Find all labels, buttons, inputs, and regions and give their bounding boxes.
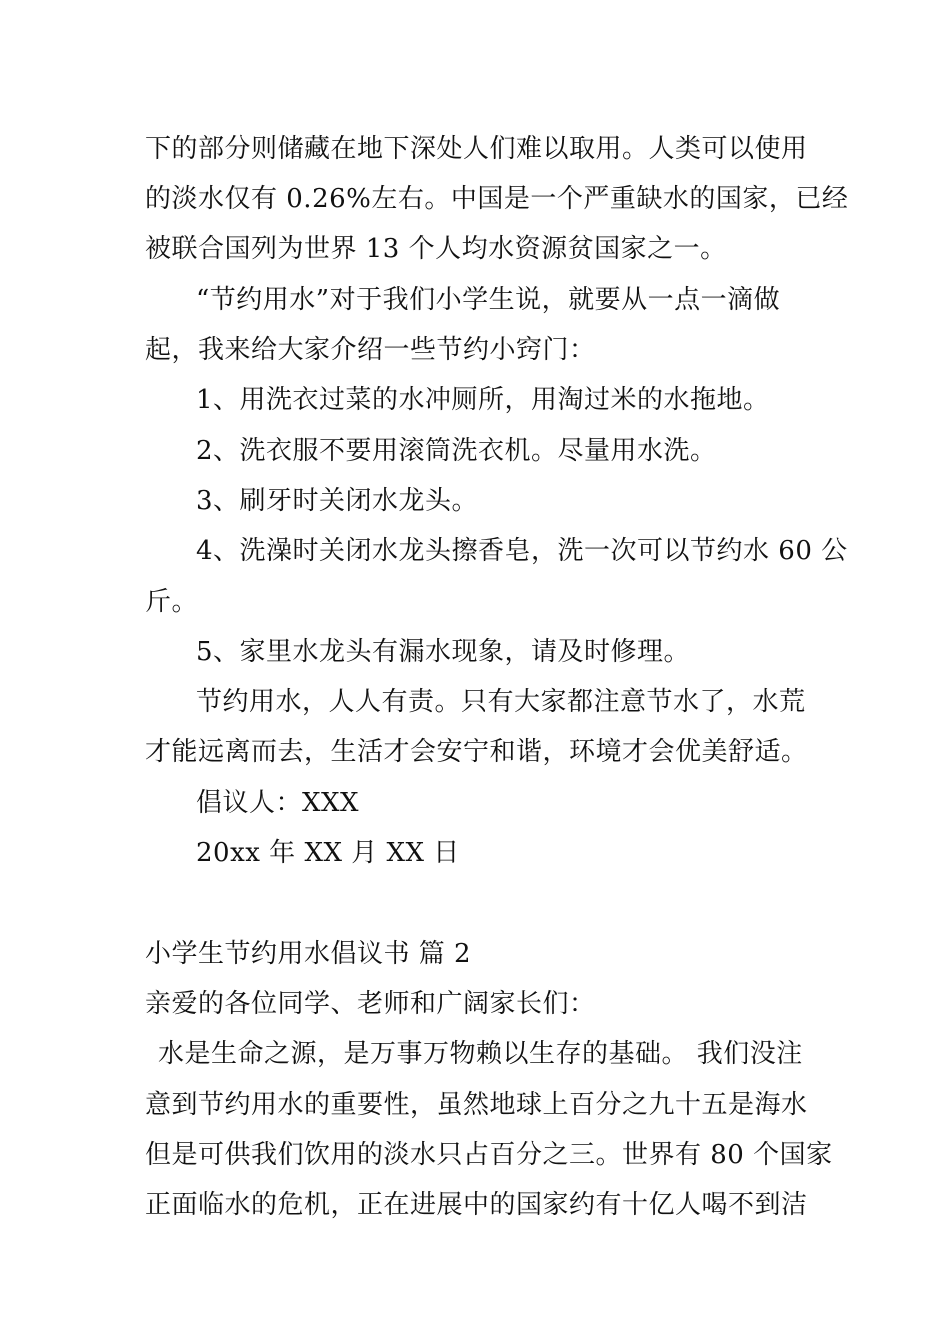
paragraph-line: 但是可供我们饮用的淡水只占百分之三。世界有 80 个国家 bbox=[145, 1140, 833, 1170]
paragraph-line: 的淡水仅有 0.26%左右。中国是一个严重缺水的国家，已经 bbox=[145, 184, 849, 214]
paragraph-line: “节约用水”对于我们小学生说，就要从一点一滴做 bbox=[196, 285, 781, 315]
tip-item: 5、家里水龙头有漏水现象，请及时修理。 bbox=[196, 637, 691, 667]
signatory-line: 倡议人：XXX bbox=[196, 788, 360, 818]
paragraph-line: 才能远离而去，生活才会安宁和谐，环境才会优美舒适。 bbox=[145, 737, 808, 767]
paragraph-line: 节约用水，人人有责。只有大家都注意节水了，水荒 bbox=[196, 687, 806, 717]
tip-item: 2、洗衣服不要用滚筒洗衣机。尽量用水洗。 bbox=[196, 436, 717, 466]
tip-item: 1、用洗衣过菜的水冲厕所，用淘过米的水拖地。 bbox=[196, 385, 770, 415]
paragraph-line: 正面临水的危机，正在进展中的国家约有十亿人喝不到洁 bbox=[145, 1190, 808, 1220]
paragraph-line: 水是生命之源，是万事万物赖以生存的基础。 我们没注 bbox=[158, 1039, 803, 1069]
paragraph-line: 意到节约用水的重要性，虽然地球上百分之九十五是海水 bbox=[145, 1090, 808, 1120]
date-line: 20xx 年 XX 月 XX 日 bbox=[196, 838, 460, 868]
tip-item: 3、刷牙时关闭水龙头。 bbox=[196, 486, 479, 516]
paragraph-line: 起，我来给大家介绍一些节约小窍门： bbox=[145, 335, 596, 365]
tip-item-continuation: 斤。 bbox=[145, 587, 199, 617]
tip-item: 4、洗澡时关闭水龙头擦香皂，洗一次可以节约水 60 公 bbox=[196, 536, 848, 566]
paragraph-line: 被联合国列为世界 13 个人均水资源贫国家之一。 bbox=[145, 234, 727, 264]
section-title: 小学生节约用水倡议书 篇 2 bbox=[145, 939, 472, 969]
paragraph-line: 下的部分则储藏在地下深处人们难以取用。人类可以使用 bbox=[145, 134, 808, 164]
greeting-line: 亲爱的各位同学、老师和广阔家长们： bbox=[145, 989, 596, 1019]
